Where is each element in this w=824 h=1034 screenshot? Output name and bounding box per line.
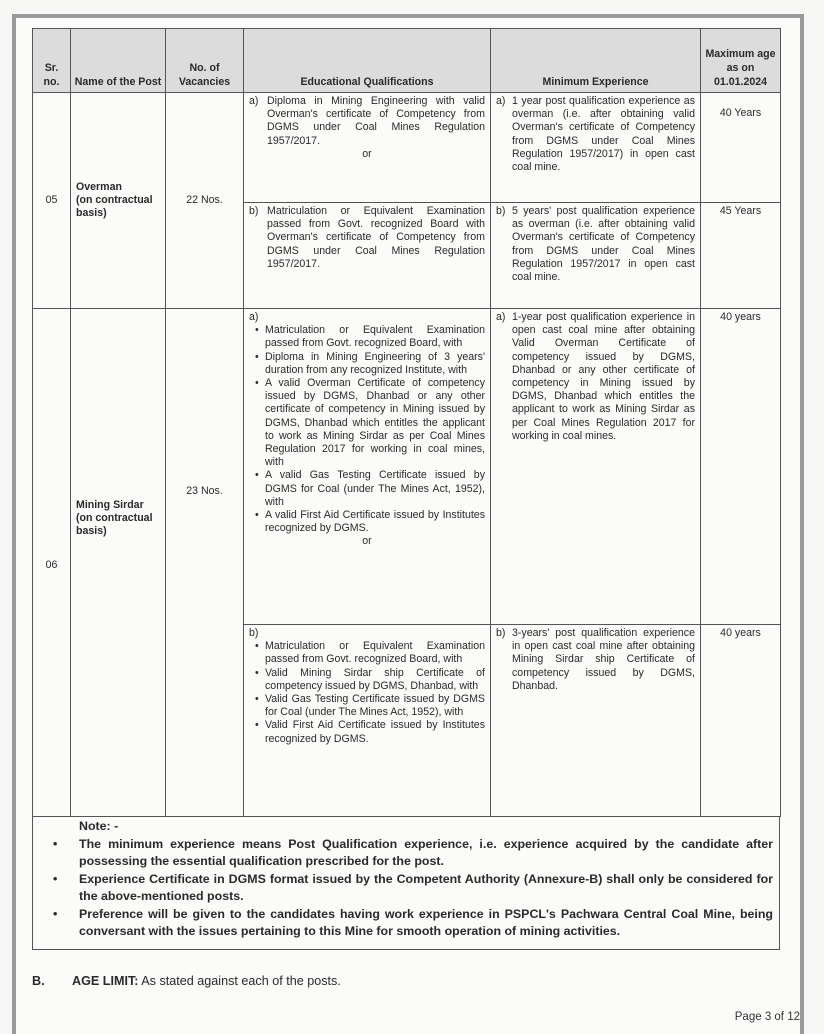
- max-age-cell: 40 years: [701, 625, 781, 817]
- sr-no-cell: 05: [33, 93, 71, 309]
- header-post-name: Name of the Post: [71, 29, 166, 93]
- experience-label: a): [496, 311, 506, 323]
- post-name: Overman: [76, 180, 122, 193]
- qualification-cell: [244, 93, 491, 203]
- notes-list: [45, 836, 773, 941]
- experience-text: 5 years' post qualification experience as overman (i.e. after obtaining valid Overman's certificate of Competency from DGMS under Coal Mines Regulation 1957/2017 in open cast coal mine.: [512, 205, 695, 284]
- header-experience: Minimum Experience: [491, 29, 701, 93]
- vacancies-cell: 23 Nos.: [166, 309, 244, 817]
- or-separator: or: [362, 147, 372, 160]
- age-limit-section: [32, 974, 341, 988]
- header-max-age: Maximum age as on 01.01.2024: [701, 29, 781, 93]
- post-note: (on contractual basis): [76, 512, 153, 538]
- table-row: [33, 93, 781, 203]
- experience-text: 1-year post qualification experience in open cast coal mine after obtaining Valid Overman Certificate of competency issued by DGMS, Dhanbad or any other certificate of competency in Mining issued by DGMS, Dhanbad which entitles the applicant to work as Mining Sirdar as per Coal Mines Regulation 2017 for working in coal mines.: [512, 311, 695, 442]
- qualification-cell: [244, 625, 491, 817]
- experience-text: 3-years' post qualification experience in open cast coal mine after obtaining Mining Sirdar ship Certificate of competency issued by DGMS, Dhanbad.: [512, 627, 695, 692]
- post-note: (on contractual basis): [76, 193, 153, 220]
- option-label: b): [249, 627, 259, 639]
- experience-cell: [491, 309, 701, 625]
- experience-cell: [491, 203, 701, 309]
- note-item: • The minimum experience means Post Qualification experience, i.e. experience acquired by the candidate after possessing the essential qualification prescribed for the post.: [79, 836, 773, 871]
- note-item: • Experience Certificate in DGMS format issued by the Competent Authority (Annexure-B) shall only be considered for the above-mentioned posts.: [79, 871, 773, 906]
- qualification-bullet: • Matriculation or Equivalent Examination passed from Govt. recognized Board, with: [265, 640, 485, 666]
- vacancies-cell: 22 Nos.: [166, 93, 244, 309]
- table-header-row: [33, 29, 781, 93]
- max-age-cell: 40 Years: [701, 93, 781, 203]
- post-name-cell: [71, 93, 166, 309]
- qualification-list: [249, 640, 485, 746]
- qualification-bullet: • A valid Overman Certificate of competency issued by DGMS, Dhanbad or any other certificate of competency in Mining issued by DGMS, Dhanbad which entitles the applicant to work as Mining Sirdar as per Coal Mines Regulation 2017 for working in coal mines, with: [265, 377, 485, 469]
- qualification-bullet: • Valid Mining Sirdar ship Certificate of competency issued by DGMS, Dhanbad, with: [265, 667, 485, 693]
- table-row: [33, 309, 781, 625]
- experience-cell: [491, 625, 701, 817]
- page-number: Page 3 of 12: [734, 1011, 800, 1023]
- header-sr-no: Sr. no.: [33, 29, 71, 93]
- header-vacancies: No. of Vacancies: [166, 29, 244, 93]
- experience-text: 1 year post qualification experience as overman (i.e. after obtaining valid Overman's certificate of Competency from DGMS under Coal Mines Regulation 1957/2017) in open cast coal mine.: [512, 95, 695, 174]
- qualification-text: Diploma in Mining Engineering with valid Overman's certificate of Competency from DGMS under Coal Mines Regulation 1957/2017.: [267, 95, 485, 147]
- qualification-bullet: • A valid Gas Testing Certificate issued by DGMS for Coal (under The Mines Act, 1952), with: [265, 469, 485, 509]
- qualification-text: Matriculation or Equivalent Examination passed from Govt. recognized Board with Overman's certificate of Competency from DGMS under Coal Mines Regulation 1957/2017.: [267, 205, 485, 270]
- posts-table: [32, 28, 781, 817]
- post-name-cell: [71, 309, 166, 817]
- qualification-bullet: • Valid First Aid Certificate issued by Institutes recognized by DGMS.: [265, 719, 485, 745]
- qualification-cell: [244, 309, 491, 625]
- age-limit-label: AGE LIMIT:: [72, 974, 139, 988]
- option-label: b): [249, 205, 259, 217]
- experience-label: b): [496, 205, 506, 217]
- max-age-cell: 40 years: [701, 309, 781, 625]
- qualification-bullet: • Matriculation or Equivalent Examination passed from Govt. recognized Board, with: [265, 324, 485, 350]
- option-label: a): [249, 95, 259, 107]
- section-marker: B.: [32, 974, 45, 988]
- note-item: • Preference will be given to the candidates having work experience in PSPCL's Pachwara Central Coal Mine, being conversant with the issues pertaining to this Mine for smooth operation of mining activities.: [79, 906, 773, 941]
- qualification-bullet: • A valid First Aid Certificate issued by Institutes recognized by DGMS.: [265, 509, 485, 535]
- experience-cell: [491, 93, 701, 203]
- notes-box: [32, 816, 780, 950]
- or-separator: or: [362, 535, 372, 548]
- experience-label: a): [496, 95, 506, 107]
- max-age-cell: 45 Years: [701, 203, 781, 309]
- qualification-cell: [244, 203, 491, 309]
- age-limit-text: As stated against each of the posts.: [138, 974, 341, 988]
- qualification-list: [249, 324, 485, 535]
- header-qualifications: Educational Qualifications: [244, 29, 491, 93]
- sr-no-cell: 06: [33, 309, 71, 817]
- experience-label: b): [496, 627, 506, 639]
- qualification-bullet: • Valid Gas Testing Certificate issued by DGMS for Coal (under The Mines Act, 1952), with: [265, 693, 485, 719]
- post-name: Mining Sirdar: [76, 499, 144, 511]
- qualification-bullet: • Diploma in Mining Engineering of 3 years' duration from any recognized Institute, with: [265, 351, 485, 377]
- option-label: a): [249, 311, 259, 323]
- notes-title: Note: -: [79, 819, 119, 833]
